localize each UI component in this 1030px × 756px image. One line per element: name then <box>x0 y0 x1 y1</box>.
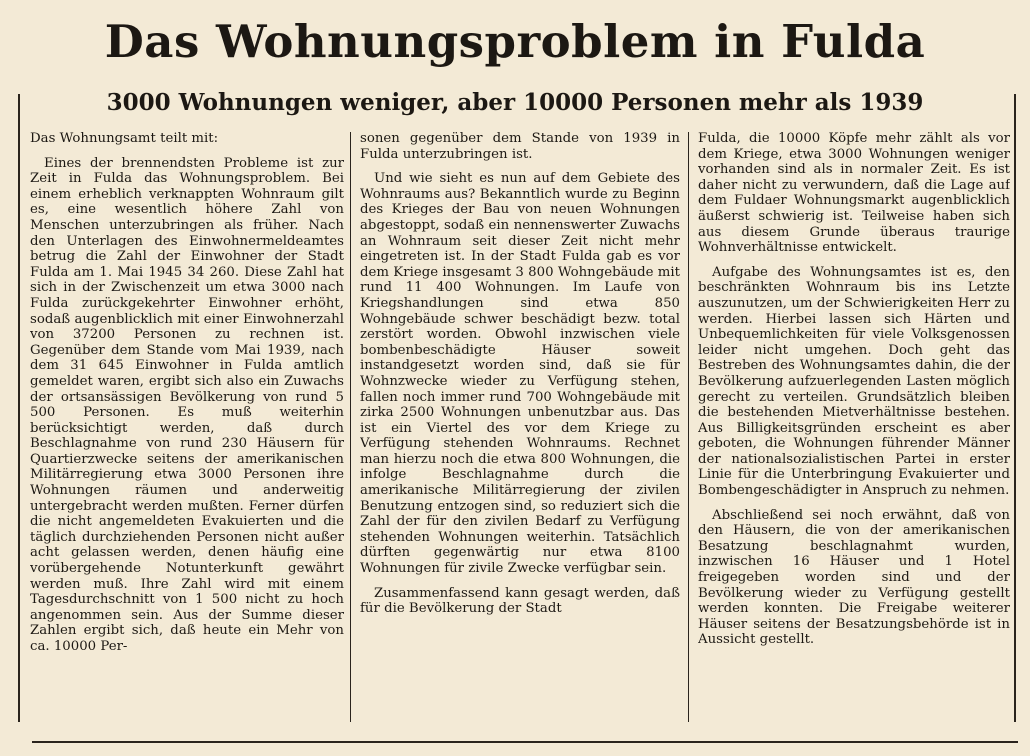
column-3-paragraph: Fulda, die 10000 Köpfe mehr zählt als vor dem Kriege, etwa 3000 Wohnungen weniger vorhanden sind als in normaler Zeit. Es ist daher nicht zu verwundern, daß die Lage auf dem Fuldaer Wohnungsmarkt augenblicklich äußerst schwierig ist. Teilweise haben sich aus diesem Grunde überaus traurige Wohnverhältnisse entwickelt. <box>698 131 1010 256</box>
column-3-paragraph: Abschließend sei noch erwähnt, daß von den Häusern, die von der amerikanischen Besatzung beschlagnahmt wurden, inzwischen 16 Häuser und 1 Hotel freigegeben worden sind und der Bevölkerung wieder zu Verfügung gestellt werden konnten. Die Freigabe weiterer Häuser seitens der Besatzungsbehörde ist in Aussicht gestellt. <box>698 507 1010 648</box>
column-2-paragraph: Zusammenfassend kann gesagt werden, daß für die Bevölkerung der Stadt <box>360 585 680 617</box>
column-2-paragraph: sonen gegenüber dem Stande von 1939 in Fulda unterzubringen ist. <box>360 131 680 162</box>
column-divider-1 <box>350 132 351 722</box>
subheadline: 3000 Wohnungen weniger, aber 10000 Personen mehr als 1939 <box>106 89 924 116</box>
bottom-rule <box>32 741 1018 743</box>
column-divider-2 <box>688 132 689 722</box>
left-border-rule <box>18 94 20 722</box>
article-column-1 <box>30 131 344 731</box>
column-2-paragraph: Und wie sieht es nun auf dem Gebiete des Wohnraums aus? Bekanntlich wurde zu Beginn des Krieges der Bau von neuen Wohnungen abgestoppt, sodaß ein nennenswerter Zuwachs an Wohnraum seit dieser Zeit nicht mehr eingetreten ist. In der Stadt Fulda gab es vor dem Kriege insgesamt 3 800 Wohngebäude mit rund 11 400 Wohnungen. Im Laufe von Kriegshandlungen sind etwa 850 Wohngebäude schwer beschädigt bezw. total zerstört worden. Obwohl inzwischen viele bombenbeschädigte Häuser soweit instandgesetzt worden sind, daß sie für Wohnzwecke wieder zu Verfügung stehen, fallen noch immer rund 700 Wohngebäude mit zirka 2500 Wohnungen unbenutzbar aus. Das ist ein Viertel des vor dem Kriege zu Verfügung stehenden Wohnraums. Rechnet man hierzu noch die etwa 800 Wohnungen, die infolge Beschlagnahme durch die amerikanische Militärregierung der zivilen Benutzung entzogen sind, so reduziert sich die Zahl der für den zivilen Bedarf zu Verfügung stehenden Wohnungen weiterhin. Tatsächlich dürften gegenwärtig nur etwa 8100 Wohnungen für zivile Zwecke verfügbar sein. <box>360 171 680 577</box>
column-1-paragraph: Das Wohnungsamt teilt mit: <box>30 131 219 146</box>
article-column-3 <box>698 131 1010 731</box>
column-1-paragraph: Eines der brennendsten Probleme ist zur Zeit in Fulda das Wohnungsproblem. Bei einem erheblich verknappten Wohnraum gilt es, eine wesentlich höhere Zahl von Menschen unterzubringen als früher. Nach den Unterlagen des Einwohnermeldeamtes betrug die Zahl der Einwohner der Stadt Fulda am 1. Mai 1945 34 260. Diese Zahl hat sich in der Zwischenzeit um etwa 3000 nach Fulda zurückgekehrter Einwohner erhöht, sodaß augenblicklich mit einer Einwohnerzahl von 37200 Personen zu rechnen ist. Gegenüber dem Stande vom Mai 1939, nach dem 31 645 Einwohner in Fulda amtlich gemeldet waren, ergibt sich also ein Zuwachs der ortsansässigen Bevölkerung von rund 5 500 Personen. Es muß weiterhin berücksichtigt werden, daß durch Beschlagnahme von rund 230 Häusern für Quartierzwecke seitens der amerikanischen Militärregierung etwa 3000 Personen ihre Wohnungen räumen und anderweitig untergebracht werden mußten. Ferner dürfen die nicht angemeldeten Evakuierten und die täglich durchziehenden Personen nicht außer acht gelassen werden, denen häufig eine vorübergehende Notunterkunft gewährt werden muß. Ihre Zahl wird mit einem Tagesdurchschnitt von 1 500 nicht zu hoch angenommen sein. Aus der Summe dieser Zahlen ergibt sich, daß heute ein Mehr von ca. 10000 Per- <box>30 155 344 654</box>
headline: Das Wohnungsproblem in Fulda <box>104 15 926 68</box>
column-3-paragraph: Aufgabe des Wohnungsamtes ist es, den beschränkten Wohnraum bis ins Letzte auszunutzen, um der Schwierigkeiten Herr zu werden. Hierbei lassen sich Härten und Unbequemlichkeiten für viele Volksgenossen leider nicht umgehen. Doch geht das Bestreben des Wohnungsamtes dahin, die der Bevölkerung aufzuerlegenden Lasten möglich gerecht zu verteilen. Grundsätzlich bleiben die bestehenden Mietverhältnisse bestehen. Aus Billigkeitsgründen erscheint es aber geboten, die Wohnungen führender Männer der nationalsozialistischen Partei in erster Linie für die Unterbringung Evakuierter und Bombengeschädigter in Anspruch zu nehmen. <box>698 264 1010 499</box>
right-border-rule <box>1014 94 1016 722</box>
article-column-2 <box>360 131 680 731</box>
